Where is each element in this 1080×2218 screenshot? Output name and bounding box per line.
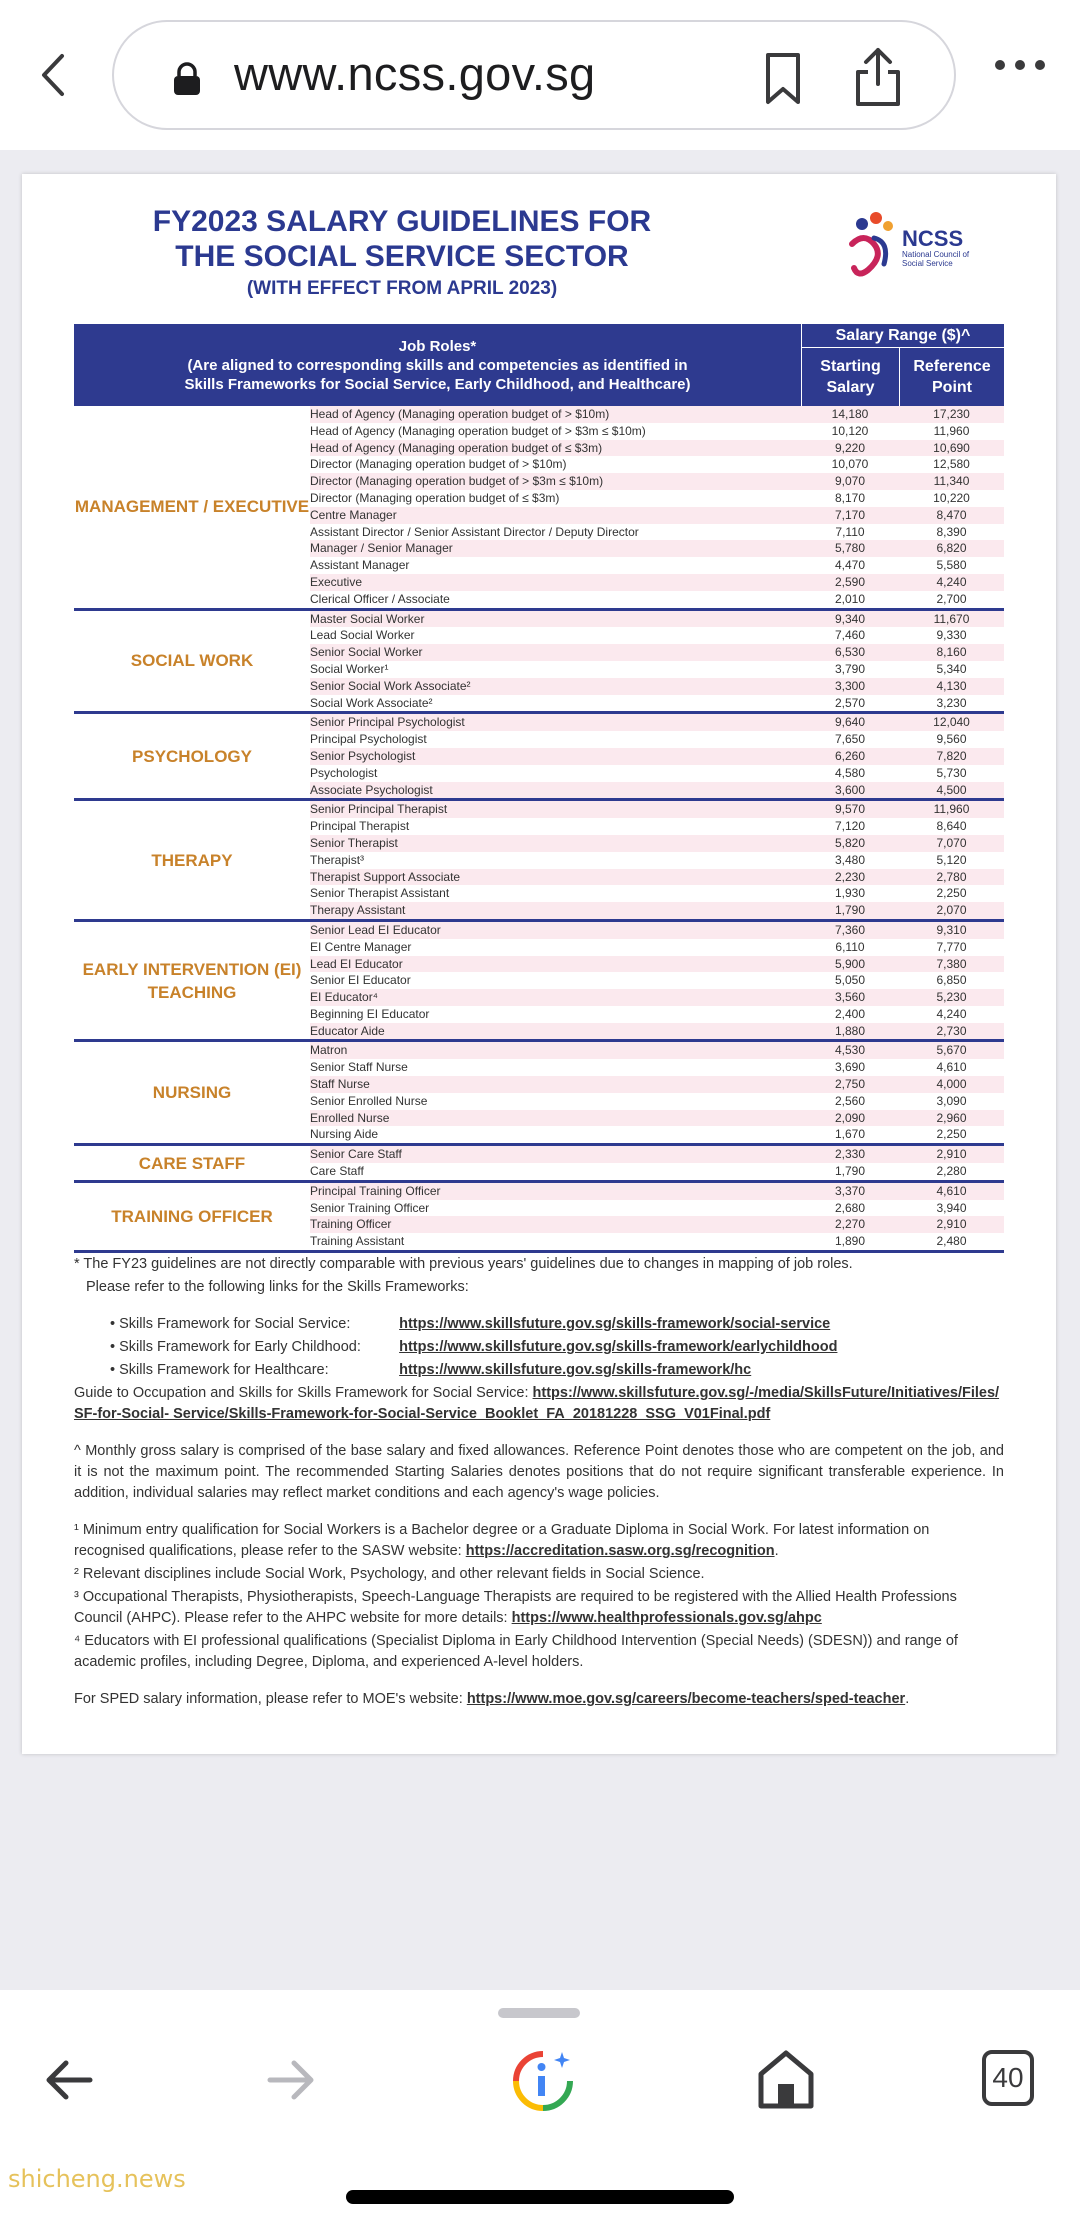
framework-label: Skills Framework for Healthcare:	[119, 1362, 329, 1378]
job-role-cell: Psychologist	[310, 765, 378, 780]
job-role-cell: Senior Training Officer	[310, 1200, 430, 1215]
starting-salary-cell: 10,120	[831, 423, 869, 438]
notes-section	[74, 1254, 1004, 1712]
back-chevron-icon[interactable]	[28, 45, 78, 105]
starting-salary-cell: 5,780	[834, 541, 866, 556]
starting-salary-cell: 7,110	[835, 524, 865, 539]
job-role-cell: Senior Enrolled Nurse	[310, 1093, 428, 1108]
table-row	[310, 1059, 1004, 1076]
table-row	[310, 695, 1004, 712]
reference-point-cell: 5,340	[936, 661, 967, 676]
reference-point-cell: 8,640	[936, 819, 967, 834]
starting-salary-cell: 2,270	[834, 1217, 866, 1232]
starting-salary-cell: 6,530	[834, 645, 866, 660]
note-star-2: Please refer to the following links for the Skills Frameworks:	[86, 1279, 469, 1295]
reference-point-cell: 5,120	[936, 852, 967, 867]
reference-point-cell: 8,470	[936, 507, 967, 522]
table-row	[310, 852, 1004, 869]
guide-note	[74, 1383, 1004, 1425]
reference-point-cell: 4,130	[936, 678, 967, 693]
reference-point-cell: 4,240	[936, 1006, 967, 1021]
home-icon[interactable]	[756, 2048, 816, 2110]
header-starting-salary	[801, 348, 899, 406]
reference-point-cell: 6,850	[936, 973, 967, 988]
document-viewer[interactable]	[0, 150, 1080, 1990]
job-role-cell: Senior Principal Psychologist	[310, 715, 465, 730]
guide-label: Guide to Occupation and Skills for Skills Framework for Social Service:	[74, 1385, 529, 1401]
title-line-2: THE SOCIAL SERVICE SECTOR	[175, 240, 629, 273]
framework-item-social: • Skills Framework for Social Service: https://www.skillsfuture.gov.sg/skills-framework/social-service	[74, 1314, 1004, 1335]
job-role-cell: Senior Social Worker	[310, 645, 423, 660]
job-role-cell: Senior Therapist	[310, 835, 398, 850]
starting-salary-cell: 3,600	[834, 782, 866, 797]
reference-point-cell: 7,770	[936, 939, 967, 954]
table-row	[310, 524, 1004, 541]
table-row	[310, 591, 1004, 608]
bottom-navigation	[0, 1990, 1080, 2218]
table-row	[310, 644, 1004, 661]
header-ref-line-2: Point	[932, 379, 972, 396]
table-row	[310, 627, 1004, 644]
table-row	[310, 1023, 1004, 1040]
starting-salary-cell: 9,340	[834, 611, 866, 626]
caret-note: ^ Monthly gross salary is comprised of the base salary and fixed allowances. Reference Point denotes those who are competent on the job, and it is not the maximum point. The recommended Starting Salaries denotes positions that do not require significant transferable experience. In addition, individual salaries may reflect market conditions and each agency's wage policies.	[74, 1443, 1004, 1501]
header-start-line-2: Salary	[826, 379, 875, 396]
job-role-cell: Senior EI Educator	[310, 973, 411, 988]
document-subtitle: (WITH EFFECT FROM APRIL 2023)	[246, 278, 558, 299]
job-role-cell: Training Officer	[310, 1217, 392, 1232]
starting-salary-cell: 5,900	[834, 956, 866, 971]
reference-point-cell: 2,910	[936, 1147, 967, 1162]
reference-point-cell: 3,090	[936, 1093, 967, 1108]
starting-salary-cell: 2,750	[834, 1077, 866, 1092]
reference-point-cell: 9,560	[936, 732, 967, 747]
reference-point-cell: 11,960	[933, 423, 970, 438]
footnote-3-text: ³ Occupational Therapists, Physiotherapists, Speech-Language Therapists are required to be registered with the Allied Health Professions Council (AHPC). Please refer to the AHPC website for more details:	[74, 1589, 957, 1626]
job-role-cell: Therapist³	[310, 852, 365, 867]
forward-arrow-icon[interactable]	[266, 2058, 316, 2102]
reference-point-cell: 12,580	[933, 457, 970, 472]
starting-salary-cell: 2,090	[834, 1110, 866, 1125]
table-row	[310, 473, 1004, 490]
sped-note: For SPED salary information, please refer to MOE's website: https://www.moe.gov.sg/careers/become-teachers/sped-teacher.	[74, 1691, 910, 1707]
starting-salary-cell: 8,170	[834, 490, 866, 505]
starting-salary-cell: 6,110	[835, 939, 865, 954]
starting-salary-cell: 1,790	[834, 1164, 866, 1179]
job-role-cell: Senior Therapist Assistant	[310, 886, 450, 901]
starting-salary-cell: 3,560	[834, 990, 866, 1005]
reference-point-cell: 11,340	[933, 474, 970, 489]
footnote-4: ⁴ Educators with EI professional qualifications (Specialist Diploma in Early Childhood Intervention (Special Needs) (SDESN)) and range of academic profiles, including Degree, Diploma, and experienced A-level holders.	[74, 1633, 958, 1670]
job-role-cell: EI Educator⁴	[310, 990, 378, 1005]
job-role-cell: Director (Managing operation budget of > $3m ≤ $10m)	[310, 474, 604, 489]
reference-point-cell: 10,220	[933, 490, 970, 505]
job-role-cell: Lead EI Educator	[310, 956, 403, 971]
job-role-cell: Associate Psychologist	[310, 782, 433, 797]
table-row	[310, 1076, 1004, 1093]
framework-link[interactable]: https://www.skillsfuture.gov.sg/skills-framework/social-service	[399, 1316, 831, 1332]
starting-salary-cell: 1,890	[834, 1234, 866, 1249]
reference-point-cell: 5,670	[936, 1043, 967, 1058]
job-role-cell: Nursing Aide	[310, 1127, 379, 1142]
job-role-cell: Director (Managing operation budget of > $10m)	[310, 457, 567, 472]
job-role-cell: Enrolled Nurse	[310, 1110, 390, 1125]
starting-salary-cell: 7,650	[834, 732, 866, 747]
table-row	[310, 748, 1004, 765]
title-line-1: FY2023 SALARY GUIDELINES FOR	[152, 205, 652, 238]
starting-salary-cell: 4,470	[834, 558, 866, 573]
starting-salary-cell: 2,230	[834, 869, 866, 884]
starting-salary-cell: 10,070	[831, 457, 869, 472]
home-indicator[interactable]	[346, 2190, 734, 2204]
reference-point-cell: 8,160	[936, 645, 967, 660]
job-role-cell: Matron	[310, 1043, 348, 1058]
job-role-cell: Assistant Director / Senior Assistant Director / Deputy Director	[310, 524, 639, 539]
job-role-cell: Centre Manager	[310, 507, 397, 522]
table-row	[310, 939, 1004, 956]
reference-point-cell: 6,820	[936, 541, 967, 556]
table-row	[310, 818, 1004, 835]
starting-salary-cell: 14,180	[831, 407, 869, 421]
starting-salary-cell: 9,220	[834, 440, 866, 455]
table-row	[310, 574, 1004, 591]
job-role-cell: Clerical Officer / Associate	[310, 591, 450, 606]
table-row	[310, 440, 1004, 457]
job-role-cell: Master Social Worker	[310, 611, 425, 626]
starting-salary-cell: 9,640	[834, 715, 866, 730]
table-group	[74, 611, 1004, 715]
reference-point-cell: 12,040	[933, 715, 970, 730]
reference-point-cell: 4,500	[936, 782, 967, 797]
starting-salary-cell: 2,010	[834, 591, 866, 606]
reference-point-cell: 9,310	[936, 922, 967, 937]
watermark-text: shicheng.news	[8, 2165, 186, 2193]
starting-salary-cell: 1,930	[834, 886, 866, 901]
lock-icon	[172, 62, 202, 96]
table-row	[310, 1126, 1004, 1143]
job-role-cell: Social Work Associate²	[310, 695, 433, 710]
job-role-cell: Senior Staff Nurse	[310, 1060, 408, 1075]
group-name: PSYCHOLOGY	[132, 746, 252, 766]
job-role-cell: Lead Social Worker	[310, 628, 415, 643]
header-start-line-1: Starting	[820, 358, 881, 375]
job-role-cell: Head of Agency (Managing operation budget of ≤ $3m)	[310, 440, 603, 455]
browser-toolbar	[0, 0, 1080, 150]
job-role-cell: Training Assistant	[310, 1234, 405, 1249]
starting-salary-cell: 3,790	[834, 661, 866, 676]
table-row	[310, 456, 1004, 473]
address-bar[interactable]	[112, 20, 956, 130]
table-row	[310, 507, 1004, 524]
table-row	[310, 956, 1004, 973]
starting-salary-cell: 3,690	[834, 1060, 866, 1075]
starting-salary-cell: 9,570	[834, 802, 866, 817]
bookmark-icon[interactable]	[760, 52, 806, 106]
group-name: EARLY INTERVENTION (EI) TEACHING	[82, 959, 302, 1002]
footnote-1-text: ¹ Minimum entry qualification for Social Workers is a Bachelor degree or a Graduate Diploma in Social Work. For latest information on recognised qualifications, please refer to the SASW website:	[74, 1522, 930, 1559]
footnote-1: ¹ Minimum entry qualification for Social Workers is a Bachelor degree or a Graduate Diploma in Social Work. For latest information on recognised qualifications, please refer to the SASW website: https://accreditation.sasw.org.sg/recognition.	[74, 1522, 930, 1559]
header-ref-line-1: Reference	[913, 358, 991, 375]
table-row	[310, 406, 1004, 423]
job-role-cell: Senior Psychologist	[310, 748, 416, 763]
reference-point-cell: 7,820	[936, 748, 967, 763]
header-reference-point	[899, 348, 1004, 406]
table-row	[310, 678, 1004, 695]
group-name: MANAGEMENT / EXECUTIVE	[74, 497, 310, 517]
job-role-cell: Director (Managing operation budget of ≤ $3m)	[310, 490, 560, 505]
group-name: SOCIAL WORK	[130, 651, 254, 671]
document-page	[22, 174, 1056, 1754]
table-row	[310, 714, 1004, 731]
table-row	[310, 972, 1004, 989]
starting-salary-cell: 4,580	[834, 765, 866, 780]
table-row	[310, 801, 1004, 818]
group-name: NURSING	[152, 1083, 232, 1103]
starting-salary-cell: 1,790	[834, 903, 866, 918]
table-row	[310, 1200, 1004, 1217]
reference-point-cell: 11,960	[933, 802, 970, 817]
job-role-cell: Senior Care Staff	[310, 1147, 402, 1162]
job-role-cell: EI Centre Manager	[310, 939, 412, 954]
table-group	[74, 801, 1004, 922]
salary-table	[74, 324, 1004, 1253]
table-row	[310, 869, 1004, 886]
table-row	[310, 540, 1004, 557]
reference-point-cell: 11,670	[933, 611, 970, 626]
back-arrow-icon[interactable]	[44, 2058, 94, 2102]
tab-count-button[interactable]: 40	[982, 2050, 1034, 2106]
guide-link[interactable]: https://www.skillsfuture.gov.sg/-/media/SkillsFuture/Initiatives/Files/SF-for-Social- Service/Skills-Framework-for-Social-Service_Booklet_FA_20181228_SSG_V01Final.pdf	[74, 1385, 1000, 1422]
job-role-cell: Manager / Senior Manager	[310, 541, 453, 556]
sped-text: For SPED salary information, please refer to MOE's website:	[74, 1691, 463, 1707]
job-role-cell: Senior Lead EI Educator	[310, 922, 441, 937]
table-group	[74, 1042, 1004, 1146]
table-row	[310, 731, 1004, 748]
reference-point-cell: 2,960	[936, 1110, 967, 1125]
starting-salary-cell: 7,360	[834, 922, 866, 937]
job-role-cell: Head of Agency (Managing operation budget of > $10m)	[310, 407, 610, 421]
table-row	[310, 1006, 1004, 1023]
table-row	[310, 782, 1004, 799]
header-job-note-2: Skills Frameworks for Social Service, Early Childhood, and Healthcare)	[184, 375, 691, 393]
reference-point-cell: 7,380	[936, 956, 967, 971]
share-icon[interactable]	[852, 46, 904, 108]
table-row	[310, 490, 1004, 507]
table-row	[310, 423, 1004, 440]
group-name: CARE STAFF	[138, 1153, 246, 1173]
starting-salary-cell: 3,370	[834, 1183, 866, 1198]
job-role-cell: Principal Therapist	[310, 819, 410, 834]
job-role-cell: Senior Principal Therapist	[310, 802, 448, 817]
starting-salary-cell: 2,400	[834, 1006, 866, 1021]
group-name: TRAINING OFFICER	[111, 1206, 273, 1226]
starting-salary-cell: 2,570	[834, 695, 866, 710]
document-title	[122, 204, 682, 274]
job-role-cell: Head of Agency (Managing operation budget of > $3m ≤ $10m)	[310, 423, 646, 438]
reference-point-cell: 4,610	[936, 1060, 967, 1075]
starting-salary-cell: 5,050	[834, 973, 866, 988]
starting-salary-cell: 2,590	[834, 574, 866, 589]
job-role-cell: Principal Psychologist	[310, 732, 427, 747]
footnote-2: ² Relevant disciplines include Social Work, Psychology, and other relevant fields in Social Science.	[74, 1566, 705, 1582]
reference-point-cell: 2,780	[936, 869, 967, 884]
table-row	[310, 1183, 1004, 1200]
reference-point-cell: 2,280	[936, 1164, 967, 1179]
job-role-cell: Therapy Assistant	[310, 903, 406, 918]
reference-point-cell: 2,250	[936, 1127, 967, 1142]
table-row	[310, 1146, 1004, 1163]
reference-point-cell: 2,730	[936, 1023, 967, 1038]
table-row	[310, 1093, 1004, 1110]
job-role-cell: Principal Training Officer	[310, 1183, 441, 1198]
table-group	[74, 1146, 1004, 1183]
job-role-cell: Therapist Support Associate	[310, 869, 461, 884]
table-header	[74, 324, 1004, 406]
logo-name: NCSS	[902, 226, 964, 251]
framework-label: Skills Framework for Social Service:	[119, 1316, 351, 1332]
table-group	[74, 406, 1004, 611]
table-group	[74, 714, 1004, 801]
starting-salary-cell: 9,070	[834, 474, 866, 489]
table-row	[310, 1110, 1004, 1127]
reference-point-cell: 3,230	[936, 695, 967, 710]
starting-salary-cell: 7,170	[834, 507, 866, 522]
reference-point-cell: 8,390	[936, 524, 967, 539]
starting-salary-cell: 5,820	[834, 835, 866, 850]
table-row	[310, 922, 1004, 939]
reference-point-cell: 2,700	[936, 591, 967, 606]
note-star-1: * The FY23 guidelines are not directly comparable with previous years' guidelines due to changes in mapping of job roles.	[74, 1256, 853, 1272]
header-job-roles	[74, 324, 801, 406]
starting-salary-cell: 1,880	[834, 1023, 866, 1038]
starting-salary-cell: 2,560	[834, 1093, 866, 1108]
reference-point-cell: 3,940	[936, 1200, 967, 1215]
more-options-icon[interactable]	[990, 55, 1050, 95]
lens-icon[interactable]	[510, 2048, 576, 2114]
table-row	[310, 1163, 1004, 1180]
table-row	[310, 765, 1004, 782]
framework-link[interactable]: https://www.skillsfuture.gov.sg/skills-framework/earlychildhood	[399, 1339, 838, 1355]
table-row	[310, 885, 1004, 902]
table-group	[74, 1183, 1004, 1253]
sheet-handle[interactable]	[498, 2008, 580, 2018]
reference-point-cell: 4,240	[936, 574, 967, 589]
starting-salary-cell: 3,480	[834, 852, 866, 867]
job-role-cell: Senior Social Work Associate²	[310, 678, 471, 693]
table-row	[310, 1216, 1004, 1233]
table-body	[74, 406, 1004, 1253]
table-row	[310, 1233, 1004, 1250]
header-job-note-1: (Are aligned to corresponding skills and competencies as identified in	[187, 356, 688, 374]
reference-point-cell: 4,610	[936, 1183, 967, 1198]
reference-point-cell: 17,230	[933, 407, 970, 421]
job-role-cell: Social Worker¹	[310, 661, 389, 676]
reference-point-cell: 10,690	[933, 440, 970, 455]
table-row	[310, 835, 1004, 852]
job-role-cell: Staff Nurse	[310, 1077, 370, 1092]
job-role-cell: Educator Aide	[310, 1023, 385, 1038]
job-role-cell: Care Staff	[310, 1164, 364, 1179]
reference-point-cell: 4,000	[936, 1077, 967, 1092]
sasw-link[interactable]: https://accreditation.sasw.org.sg/recognition	[465, 1543, 775, 1559]
reference-point-cell: 5,230	[936, 990, 967, 1005]
starting-salary-cell: 1,670	[834, 1127, 866, 1142]
reference-point-cell: 5,580	[936, 558, 967, 573]
moe-link[interactable]: https://www.moe.gov.sg/careers/become-teachers/sped-teacher	[466, 1691, 906, 1707]
reference-point-cell: 2,070	[936, 903, 967, 918]
group-name: THERAPY	[151, 850, 233, 870]
reference-point-cell: 7,070	[936, 835, 967, 850]
framework-link[interactable]: https://www.skillsfuture.gov.sg/skills-framework/hc	[399, 1362, 752, 1378]
table-row	[310, 611, 1004, 628]
reference-point-cell: 2,910	[936, 1217, 967, 1232]
framework-item-healthcare: • Skills Framework for Healthcare: https://www.skillsfuture.gov.sg/skills-framework/hc	[74, 1360, 1004, 1381]
table-group	[74, 922, 1004, 1043]
framework-label: Skills Framework for Early Childhood:	[119, 1339, 361, 1355]
starting-salary-cell: 7,460	[834, 628, 866, 643]
footnote-3	[74, 1587, 1004, 1629]
table-row	[310, 557, 1004, 574]
table-row	[310, 661, 1004, 678]
table-row	[310, 902, 1004, 919]
job-role-cell: Beginning EI Educator	[310, 1006, 430, 1021]
starting-salary-cell: 2,680	[834, 1200, 866, 1215]
header-salary-range: Salary Range ($)^	[801, 324, 1004, 348]
reference-point-cell: 2,250	[936, 886, 967, 901]
url-text[interactable]: www.ncss.gov.sg	[234, 47, 596, 100]
starting-salary-cell: 7,120	[834, 819, 866, 834]
job-role-cell: Assistant Manager	[310, 558, 410, 573]
framework-item-early-childhood: • Skills Framework for Early Childhood: https://www.skillsfuture.gov.sg/skills-framework/earlychildhood	[74, 1337, 1004, 1358]
starting-salary-cell: 6,260	[834, 748, 866, 763]
ahpc-link[interactable]: https://www.healthprofessionals.gov.sg/ahpc	[511, 1610, 822, 1626]
job-role-cell: Executive	[310, 574, 363, 589]
reference-point-cell: 9,330	[936, 628, 967, 643]
reference-point-cell: 5,730	[936, 765, 967, 780]
table-row	[310, 989, 1004, 1006]
starting-salary-cell: 2,330	[834, 1147, 866, 1162]
starting-salary-cell: 3,300	[834, 678, 866, 693]
table-row	[310, 1042, 1004, 1059]
starting-salary-cell: 4,530	[834, 1043, 866, 1058]
reference-point-cell: 2,480	[936, 1234, 967, 1249]
header-job-title: Job Roles*	[398, 337, 477, 355]
logo-subtitle: National Council of Social Service	[902, 250, 970, 268]
